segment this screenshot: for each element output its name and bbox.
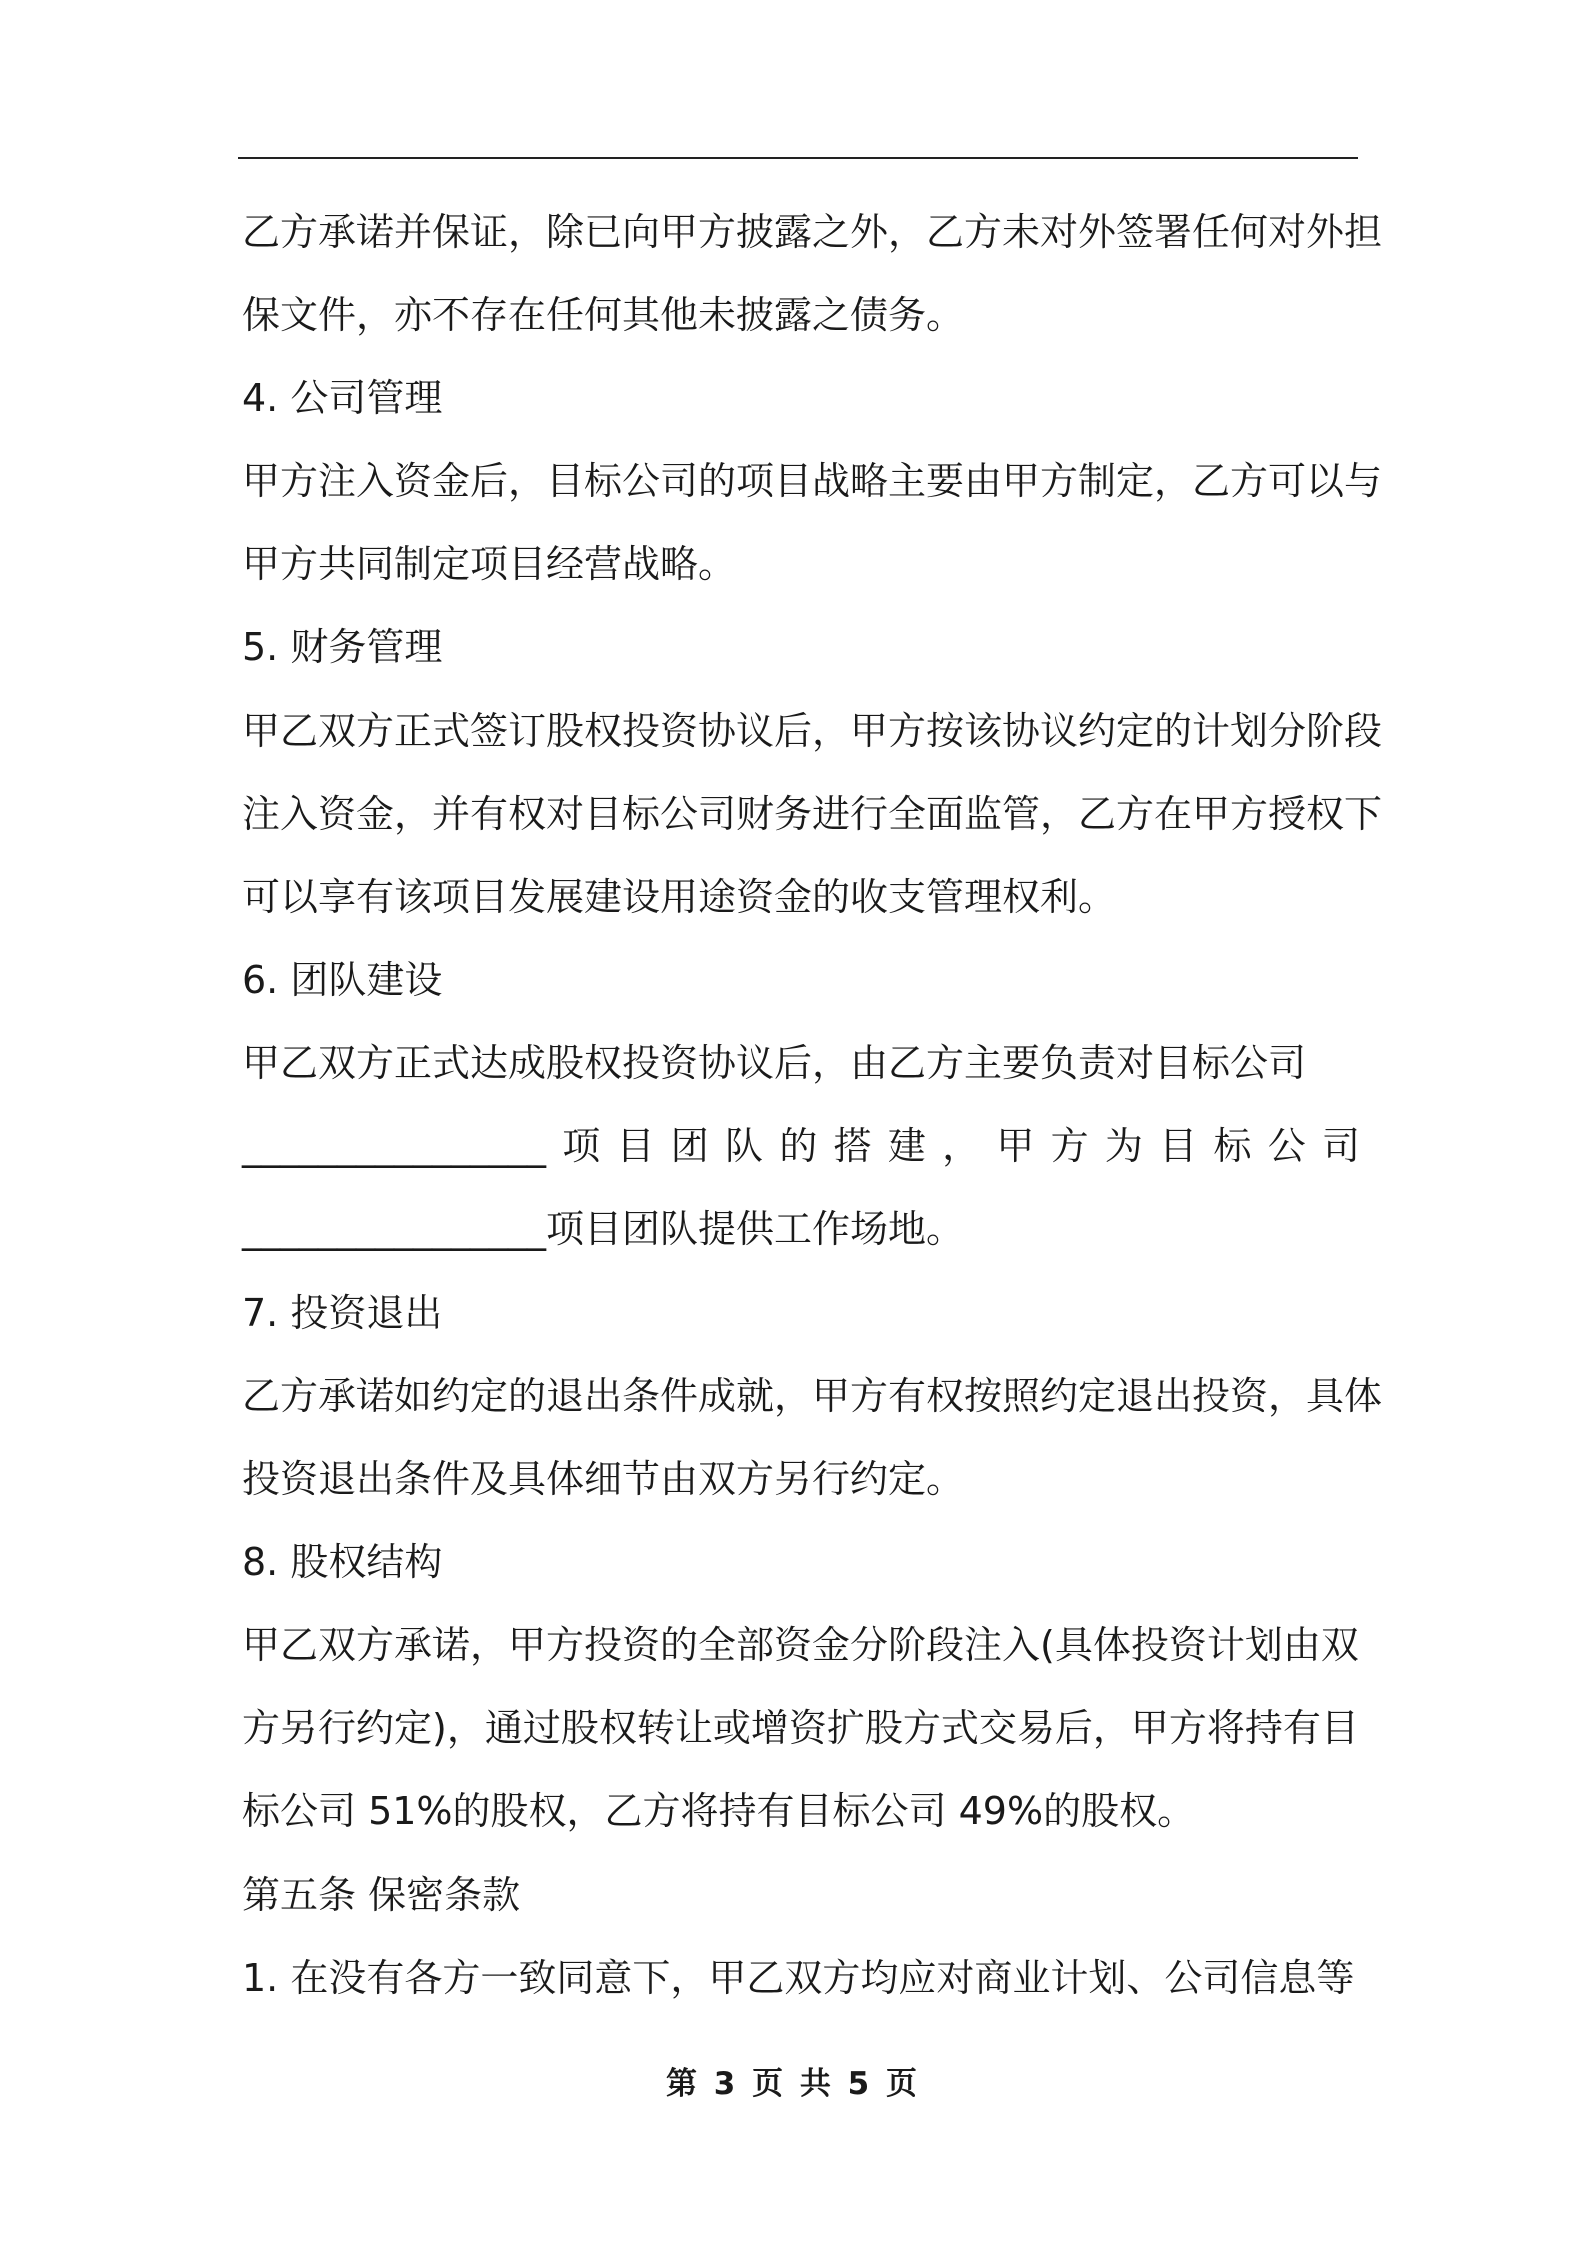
- spread-char: 甲: [996, 1124, 1035, 1168]
- header-rule: [238, 157, 1358, 159]
- spread-char: 标: [1213, 1124, 1252, 1168]
- section-heading: 6. 团队建设: [242, 958, 443, 1002]
- paragraph-line: 保文件，亦不存在任何其他未披露之债务。: [242, 293, 965, 337]
- paragraph-line: 投资退出条件及具体细节由双方另行约定。: [242, 1457, 965, 1501]
- paragraph-line: 甲方注入资金后，目标公司的项目战略主要由甲方制定，乙方可以与: [242, 459, 1383, 503]
- spread-char: 搭: [833, 1124, 872, 1168]
- spread-char: 建: [887, 1124, 926, 1168]
- paragraph-line: 可以享有该项目发展建设用途资金的收支管理权利。: [242, 875, 1117, 919]
- fill-blank: ________________: [242, 1124, 546, 1168]
- paragraph-line: 甲方共同制定项目经营战略。: [242, 542, 737, 586]
- spread-char: 项: [562, 1124, 601, 1168]
- paragraph-line: 注入资金，并有权对目标公司财务进行全面监管，乙方在甲方授权下: [242, 792, 1383, 836]
- spread-char: 公: [1267, 1124, 1306, 1168]
- article-heading: 第五条 保密条款: [242, 1873, 521, 1917]
- spread-char: 团: [670, 1124, 709, 1168]
- spread-char: 方: [1050, 1124, 1089, 1168]
- paragraph-line: 甲乙双方正式签订股权投资协议后，甲方按该协议约定的计划分阶段: [242, 709, 1383, 753]
- paragraph-line: 标公司 51%的股权，乙方将持有目标公司 49%的股权。: [242, 1789, 1196, 1833]
- page-number: 第 3 页 共 5 页: [665, 2066, 921, 2102]
- justified-line: [242, 1121, 1360, 1171]
- spread-char: 目: [616, 1124, 655, 1168]
- paragraph-line: 甲乙双方承诺，甲方投资的全部资金分阶段注入(具体投资计划由双: [242, 1623, 1359, 1667]
- spread-char: 队: [725, 1124, 764, 1168]
- paragraph-line: 方另行约定)，通过股权转让或增资扩股方式交易后，甲方将持有目: [242, 1706, 1359, 1750]
- spread-char: 的: [779, 1124, 818, 1168]
- section-heading: 7. 投资退出: [242, 1291, 443, 1335]
- paragraph-line: 甲乙双方正式达成股权投资协议后，由乙方主要负责对目标公司: [242, 1041, 1307, 1085]
- paragraph-line: 乙方承诺并保证，除已向甲方披露之外，乙方未对外签署任何对外担: [242, 210, 1383, 254]
- paragraph-line: 1. 在没有各方一致同意下，甲乙双方均应对商业计划、公司信息等: [242, 1956, 1355, 2000]
- spread-char: 司: [1321, 1124, 1360, 1168]
- spread-char: 为: [1104, 1124, 1143, 1168]
- section-heading: 5. 财务管理: [242, 625, 443, 669]
- paragraph-line: ________________项目团队提供工作场地。: [242, 1207, 965, 1251]
- section-heading: 8. 股权结构: [242, 1540, 443, 1584]
- paragraph-line: 乙方承诺如约定的退出条件成就，甲方有权按照约定退出投资，具体: [242, 1374, 1383, 1418]
- spread-char: ，: [942, 1124, 981, 1168]
- spread-char: 目: [1159, 1124, 1198, 1168]
- section-heading: 4. 公司管理: [242, 376, 443, 420]
